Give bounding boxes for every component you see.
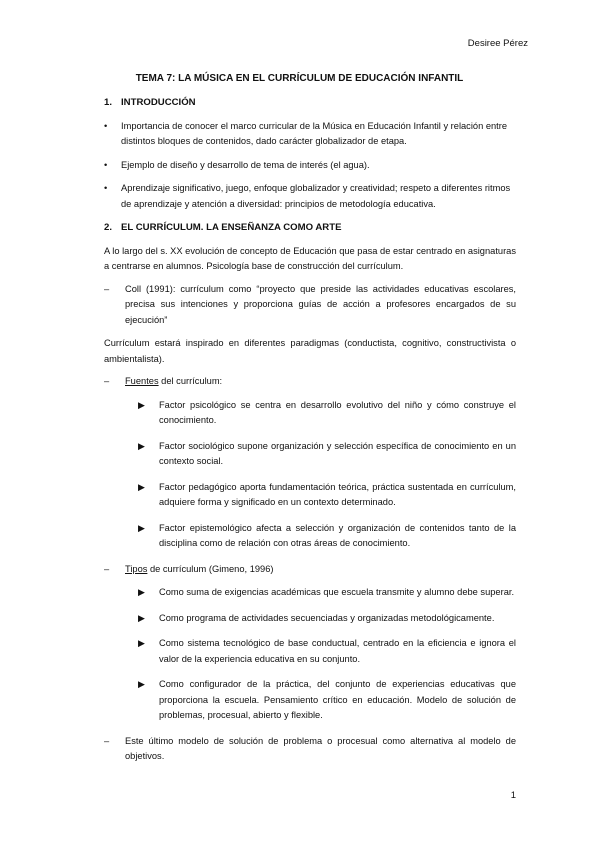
tipos-list [104, 585, 516, 724]
intro-paragraph: A lo largo del s. XX evolución de concepto de Educación que pasa de estar centrado en asignaturas a centrarse en alumnos. Psicología base de construcción del currículum. [104, 245, 516, 271]
arrow-right-icon: ▶ [138, 440, 145, 451]
header-author: Desiree Pérez [467, 38, 528, 49]
list-item-text: Como suma de exigencias académicas que escuela transmite y alumno debe superar. [159, 587, 515, 597]
arrow-right-icon: ▶ [138, 399, 145, 410]
list-item [138, 398, 516, 429]
section-heading-curriculum [104, 220, 516, 236]
arrow-right-icon: ▶ [138, 587, 145, 597]
section-title: EL CURRÍCULUM. LA ENSEÑANZA COMO ARTE [121, 222, 342, 233]
dash-icon: – [104, 283, 110, 294]
arrow-right-icon: ▶ [138, 679, 145, 689]
section-number: 2. [104, 222, 113, 233]
list-item [138, 480, 516, 511]
closing-item [104, 734, 516, 765]
dash-icon: – [104, 735, 110, 746]
tipos-label: Tipos [125, 563, 148, 574]
dash-icon: – [104, 376, 110, 386]
list-item-text: Factor psicológico se centra en desarrollo evolutivo del niño y cómo construye el conocimiento. [159, 399, 516, 425]
paradigms-paragraph: Currículum estará inspirado en diferentes paradigmas (conductista, cognitivo, constructivista o ambientalista). [104, 338, 516, 364]
bullet-icon: • [104, 183, 108, 193]
page-number: 1 [510, 790, 516, 801]
list-item [104, 181, 516, 212]
list-item [104, 119, 516, 150]
list-item [138, 677, 516, 724]
fuentes-list [104, 398, 516, 552]
section-title: INTRODUCCIÓN [121, 97, 196, 108]
list-item-text: Como programa de actividades secuenciadas y organizadas metodológicamente. [159, 612, 495, 623]
tipos-item [104, 562, 516, 578]
list-item [138, 585, 516, 601]
list-item [138, 521, 516, 552]
tipos-label-rest: de currículum (Gimeno, 1996) [147, 563, 274, 574]
list-item-text: Importancia de conocer el marco curricular de la Música en Educación Infantil y relación entre distintos bloques de contenidos, dado carácter globalizador de etapa. [121, 120, 508, 146]
fuentes-label: Fuentes [125, 376, 159, 386]
arrow-right-icon: ▶ [138, 522, 145, 533]
list-item [138, 439, 516, 470]
bullet-icon: • [104, 159, 108, 170]
intro-bullet-list [104, 119, 516, 213]
list-item [104, 158, 516, 174]
list-item-text: Factor pedagógico aporta fundamentación teórica, práctica sustentada en currículum, adquiere forma y significado en un contexto determinado. [159, 481, 516, 507]
list-item-text: Factor epistemológico afecta a selección y organización de contenidos tanto de la disciplina como de relación con otras áreas de conocimiento. [159, 522, 516, 548]
list-item [138, 611, 516, 627]
closing-text: Este último modelo de solución de problema o procesual como alternativa al modelo de objetivos. [125, 735, 516, 761]
document-title: TEMA 7: LA MÚSICA EN EL CURRÍCULUM DE EDUCACIÓN INFANTIL [135, 73, 464, 84]
list-item-text: Ejemplo de diseño y desarrollo de tema de interés (el agua). [121, 159, 370, 170]
section-number: 1. [104, 97, 113, 108]
list-item-text: Como configurador de la práctica, del conjunto de experiencias educativas que proporciona la escuela. Pensamiento crítico en educación. Modelo de solución de problemas, procesual, abierto y flexible. [159, 679, 516, 720]
arrow-right-icon: ▶ [138, 481, 145, 492]
coll-quote-text: Coll (1991): currículum como “proyecto que preside las actividades educativas escolares, precisa sus intenciones y proporciona guías de acción a profesores encargados de su ejecución” [125, 283, 516, 325]
bullet-icon: • [104, 120, 108, 131]
list-item [138, 636, 516, 667]
dash-icon: – [104, 563, 110, 574]
fuentes-item [104, 374, 516, 390]
list-item-text: Aprendizaje significativo, juego, enfoque globalizador y creatividad; respeto a diferentes ritmos de aprendizaje y atención a diversidad: principios de metodología educativa. [121, 183, 511, 209]
list-item-text: Factor sociológico supone organización y selección específica de conocimiento en un contexto social. [159, 440, 516, 466]
arrow-right-icon: ▶ [138, 638, 145, 648]
coll-quote-item [104, 282, 516, 329]
list-item-text: Como sistema tecnológico de base conductual, centrado en la eficiencia e ignora el valor de la experiencia educativa en su conjunto. [159, 638, 516, 664]
fuentes-label-rest: del currículum: [158, 376, 223, 386]
arrow-right-icon: ▶ [138, 612, 145, 623]
document-body [104, 95, 516, 773]
section-heading-introduccion [104, 95, 516, 111]
